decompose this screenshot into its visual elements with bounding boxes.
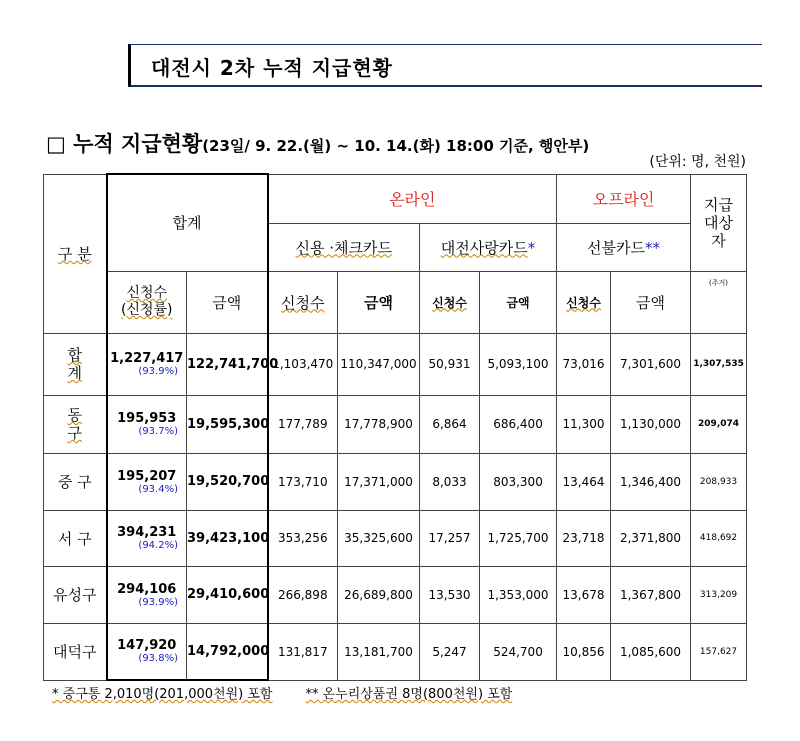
header-prepaid: 선불카드**: [557, 223, 691, 271]
row-total-amount: 29,410,600: [187, 566, 268, 623]
table-row: [44, 623, 747, 680]
row-local-count: 5,247: [420, 623, 480, 680]
row-total-amount: 19,520,700: [187, 453, 268, 510]
row-total-amount: 14,792,000: [187, 623, 268, 680]
row-total-count: 195,207 (93.4%): [107, 453, 187, 510]
header-offline: 오프라인: [557, 174, 691, 223]
document-title: 대전시 2차 누적 지급현황: [151, 56, 394, 80]
row-local-count: 13,530: [420, 566, 480, 623]
row-total-count: 1,227,417 (93.9%): [107, 333, 187, 395]
table-row: [44, 453, 747, 510]
header-credit-amount: 금액: [338, 271, 420, 333]
payment-status-table: [43, 173, 747, 681]
row-local-count: 17,257: [420, 510, 480, 566]
header-target-note: (주거): [691, 271, 747, 333]
table-row: [44, 566, 747, 623]
table-row: [44, 510, 747, 566]
section-heading: [46, 128, 589, 158]
header-credit: 신용 ·체크카드: [268, 223, 420, 271]
row-credit-amount: 17,778,900: [338, 395, 420, 453]
table-row: [44, 333, 747, 395]
row-credit-count: 177,789: [268, 395, 338, 453]
row-name: 동구: [44, 395, 107, 453]
header-total: 합계: [107, 174, 268, 271]
row-total-amount: 122,741,700: [187, 333, 268, 395]
row-prepaid-amount: 1,346,400: [611, 453, 691, 510]
footnote-2: ** 온누리상품권 8명(800천원) 포함: [305, 687, 513, 702]
header-online: 온라인: [268, 174, 557, 223]
row-credit-count: 1,103,470: [268, 333, 338, 395]
row-credit-count: 266,898: [268, 566, 338, 623]
row-prepaid-count: 23,718: [557, 510, 611, 566]
row-prepaid-count: 13,464: [557, 453, 611, 510]
row-local-amount: 1,353,000: [480, 566, 557, 623]
row-name: 대덕구: [44, 623, 107, 680]
row-credit-count: 353,256: [268, 510, 338, 566]
row-prepaid-amount: 2,371,800: [611, 510, 691, 566]
row-target: 1,307,535: [691, 333, 747, 395]
header-amount: 금액: [187, 271, 268, 333]
header-local-count: 신청수: [420, 271, 480, 333]
row-target: 208,933: [691, 453, 747, 510]
row-target: 209,074: [691, 395, 747, 453]
row-total-count: 195,953 (93.7%): [107, 395, 187, 453]
row-name: 서 구: [44, 510, 107, 566]
row-total-count: 147,920 (93.8%): [107, 623, 187, 680]
row-total-amount: 39,423,100: [187, 510, 268, 566]
row-target: 313,209: [691, 566, 747, 623]
row-target: 418,692: [691, 510, 747, 566]
document-title-box: [128, 44, 762, 87]
row-local-amount: 5,093,100: [480, 333, 557, 395]
row-local-amount: 1,725,700: [480, 510, 557, 566]
row-prepaid-amount: 1,085,600: [611, 623, 691, 680]
row-local-count: 8,033: [420, 453, 480, 510]
header-applicants: 신청수 (신청률): [107, 271, 187, 333]
row-prepaid-count: 10,856: [557, 623, 611, 680]
row-credit-amount: 17,371,000: [338, 453, 420, 510]
row-prepaid-count: 13,678: [557, 566, 611, 623]
row-local-amount: 803,300: [480, 453, 557, 510]
header-prepaid-count: 신청수: [557, 271, 611, 333]
row-name: 유성구: [44, 566, 107, 623]
heading-bullet: □: [46, 132, 66, 156]
row-credit-amount: 35,325,600: [338, 510, 420, 566]
header-target: 지급대상자: [691, 174, 747, 271]
row-prepaid-count: 73,016: [557, 333, 611, 395]
row-total-amount: 19,595,300: [187, 395, 268, 453]
heading-sub: (23일/ 9. 22.(월) ~ 10. 14.(화) 18:00 기준, 행안부): [202, 137, 590, 155]
header-local-card: 대전사랑카드*: [420, 223, 557, 271]
footnote-1: * 중구통 2,010명(201,000천원) 포함: [52, 687, 273, 702]
row-prepaid-amount: 7,301,600: [611, 333, 691, 395]
row-local-count: 50,931: [420, 333, 480, 395]
header-credit-count: 신청수: [268, 271, 338, 333]
row-credit-amount: 110,347,000: [338, 333, 420, 395]
unit-label: (단위: 명, 천원): [649, 154, 746, 170]
row-credit-amount: 13,181,700: [338, 623, 420, 680]
row-prepaid-amount: 1,130,000: [611, 395, 691, 453]
row-credit-count: 173,710: [268, 453, 338, 510]
row-credit-count: 131,817: [268, 623, 338, 680]
heading-main: 누적 지급현황: [73, 132, 203, 156]
table-row: [44, 395, 747, 453]
row-local-amount: 686,400: [480, 395, 557, 453]
row-total-count: 294,106 (93.9%): [107, 566, 187, 623]
row-prepaid-count: 11,300: [557, 395, 611, 453]
row-name: 합계: [44, 333, 107, 395]
row-prepaid-amount: 1,367,800: [611, 566, 691, 623]
header-category: 구 분: [44, 174, 107, 333]
header-prepaid-amount: 금액: [611, 271, 691, 333]
row-total-count: 394,231 (94.2%): [107, 510, 187, 566]
row-name: 중 구: [44, 453, 107, 510]
footnote: [52, 683, 512, 702]
row-local-amount: 524,700: [480, 623, 557, 680]
header-local-amount: 금액: [480, 271, 557, 333]
row-local-count: 6,864: [420, 395, 480, 453]
row-target: 157,627: [691, 623, 747, 680]
row-credit-amount: 26,689,800: [338, 566, 420, 623]
